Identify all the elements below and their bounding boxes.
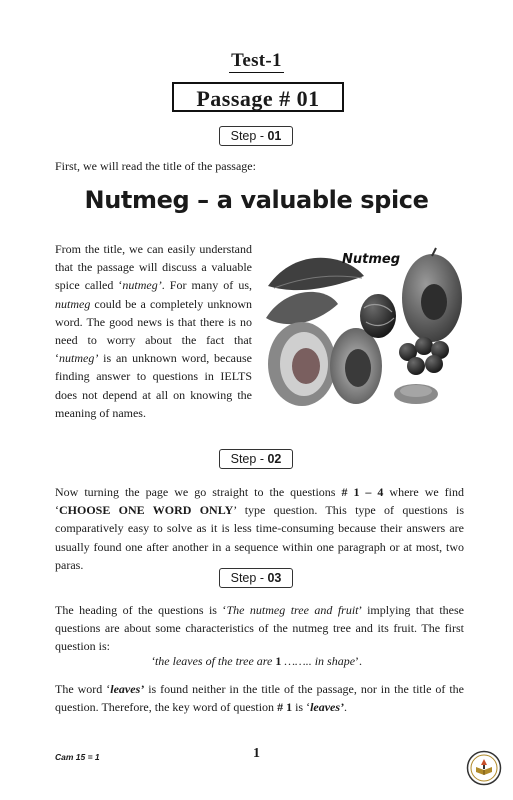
test-title: Test-1 bbox=[231, 50, 282, 71]
footer-reference: Cam 15 = 1 bbox=[55, 752, 100, 762]
paragraph-4: The word ‘leaves’ is found neither in the title of the passage, nor in the title of the question. Therefore, the key word of question # 1 is ‘leaves’. bbox=[55, 682, 464, 715]
question-1: ‘the leaves of the tree are 1 …….. in shape’. bbox=[150, 654, 363, 668]
figure-label: Nutmeg bbox=[342, 252, 401, 267]
passage-title: Passage # 01 bbox=[172, 82, 344, 112]
paragraph-3: The heading of the questions is ‘The nutmeg tree and fruit’ implying that these questions are about some characteristics of the nutmeg tree and its fruit. The first question is: bbox=[55, 603, 465, 654]
passage-heading: Nutmeg – a valuable spice bbox=[84, 186, 429, 214]
book-lamp-emblem-icon bbox=[466, 750, 502, 786]
page-number: 1 bbox=[253, 746, 260, 761]
paragraph-1: From the title, we can easily understand that the passage will discuss a valuable spice called ‘nutmeg’. For many of us, nutmeg could be a completely unknown word. The good news is that there is no need to worry about the fact that ‘nutmeg’ is an unknown word, because finding answer to questions in IELTS does not depend at all on knowing the meaning of names. bbox=[55, 242, 252, 420]
intro-text: First, we will read the title of the passage: bbox=[55, 159, 256, 173]
paragraph-2: Now turning the page we go straight to the questions # 1 – 4 where we find ‘CHOOSE ONE WORD ONLY’ type question. This type of questions is comparatively easy to solve as it is less time-consuming because their answers are usually found one after another in a sequence within one paragraph or at most, two paras. bbox=[55, 485, 465, 572]
step-badge-02: Step - 02 bbox=[219, 449, 293, 469]
nutmeg-image bbox=[266, 246, 464, 414]
step-badge-03: Step - 03 bbox=[219, 568, 293, 588]
nutmeg-illustration-icon bbox=[266, 246, 464, 414]
step-badge-01: Step - 01 bbox=[219, 126, 293, 146]
